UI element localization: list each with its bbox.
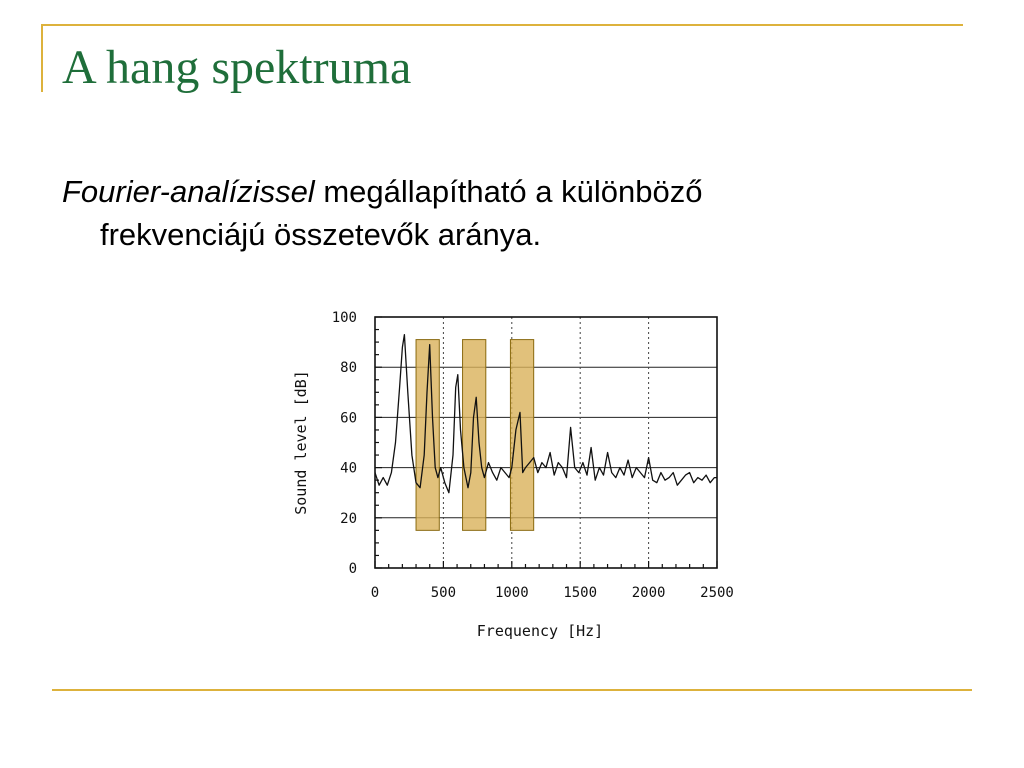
spectrum-chart-svg	[287, 304, 743, 647]
y-tick-label: 100	[331, 310, 357, 326]
bullet-line2: frekvenciájú összetevők aránya.	[100, 217, 542, 252]
y-tick-label: 60	[340, 410, 357, 427]
y-tick-label: 40	[340, 460, 357, 477]
x-tick-label: 2500	[700, 585, 734, 601]
bullet-emphasis: Fourier-analízissel	[62, 174, 315, 209]
x-tick-label: 500	[430, 585, 457, 601]
slide-title: A hang spektruma	[62, 41, 412, 94]
x-axis-label: Frequency [Hz]	[476, 622, 604, 640]
x-tick-label: 1500	[563, 585, 598, 601]
x-tick-label: 1000	[494, 585, 529, 601]
y-axis-label: Sound level [dB]	[292, 370, 310, 515]
spectrum-chart	[287, 304, 743, 647]
y-tick-label: 80	[340, 360, 357, 377]
highlight-band	[510, 340, 533, 531]
x-tick-label: 2000	[631, 585, 666, 601]
x-tick-label: 0	[370, 585, 380, 601]
highlight-band	[416, 340, 439, 531]
y-tick-label: 0	[348, 561, 357, 577]
bullet-line1-rest: megállapítható a különböző	[314, 174, 703, 209]
bullet-text	[62, 170, 982, 256]
left-rule	[41, 24, 43, 92]
top-rule	[41, 24, 963, 26]
highlight-band	[463, 340, 486, 531]
y-tick-label: 20	[340, 510, 357, 527]
bottom-rule	[52, 689, 972, 691]
